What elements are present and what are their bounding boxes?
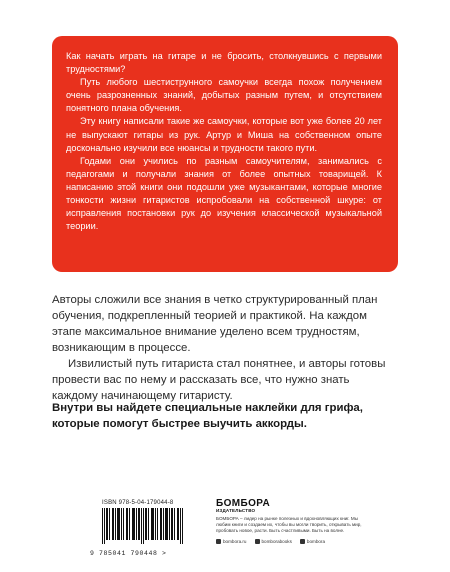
annotation-panel [52, 36, 398, 272]
panel-paragraph-4: Годами они учились по разным самоучителям, занимались с педагогами и получали знания от более опытных товарищей. К написанию этой книги они подошли уже музыкантами, которые многие тонкости жизни гитаристов испробовали на собственной шкуре: от исправления постановки рук до изучения классической музыкальной теории. [66, 155, 382, 232]
publisher-description: БОМБОРА – лидер на рынке полезных и вдохновляющих книг. Мы любим книги и создаем их, чтобы вы могли творить, открывать мир, пробовать новое, расти. Быть счастливыми. Быть на волне. [216, 516, 362, 534]
social-other [300, 539, 325, 544]
publisher-logo-subtitle: ИЗДАТЕЛЬСТВО [216, 508, 256, 513]
publisher-logo: БОМБОРА [216, 498, 271, 509]
social-other-label: bombora [306, 538, 326, 544]
social-vk-label: bomborabooks [261, 538, 292, 544]
social-vk [255, 539, 292, 544]
barcode-block [90, 500, 190, 560]
stickers-note: Внутри вы найдете специальные наклейки для грифа, которые помогут быстрее выучить аккорды. [52, 402, 363, 430]
barcode-digits: 9 785041 790448 > [90, 550, 167, 557]
vk-icon [255, 539, 260, 544]
barcode-image [102, 508, 184, 544]
publisher-socials [216, 539, 366, 544]
social-site-label: bombora.ru [223, 538, 247, 544]
panel-paragraph-1: Как начать играть на гитаре и не бросить, столкнувшись с первыми трудностями? [66, 51, 382, 75]
publisher-block [216, 498, 366, 544]
globe-icon [216, 539, 221, 544]
panel-paragraph-3: Эту книгу написали такие же самоучки, которые вот уже более 20 лет не выпускают гитары из рук. Артур и Миша на собственном опыте досконально изучили все нюансы и трудности такого пути. [66, 116, 382, 153]
panel-paragraph-2: Путь любого шестиструнного самоучки всегда похож получением очень разрозненных знаний, добытых разным путем, и отсутствием понятного плана обучения. [66, 77, 382, 114]
social-icon [300, 539, 305, 544]
description-text [52, 292, 398, 404]
description-paragraph-2: Извилистый путь гитариста стал понятнее, и авторы готовы провести вас по нему и рассказать все, что нужно знать каждому начинающему гитаристу. [52, 358, 386, 402]
social-site [216, 539, 247, 544]
isbn-text: ISBN 978-5-04-179044-8 [102, 500, 174, 506]
description-paragraph-1: Авторы сложили все знания в четко структурированный план обучения, подкрепленный теорией и практикой. На каждом этапе максимальное внимание уделено всем трудностям, возникающим в процессе. [52, 294, 378, 354]
